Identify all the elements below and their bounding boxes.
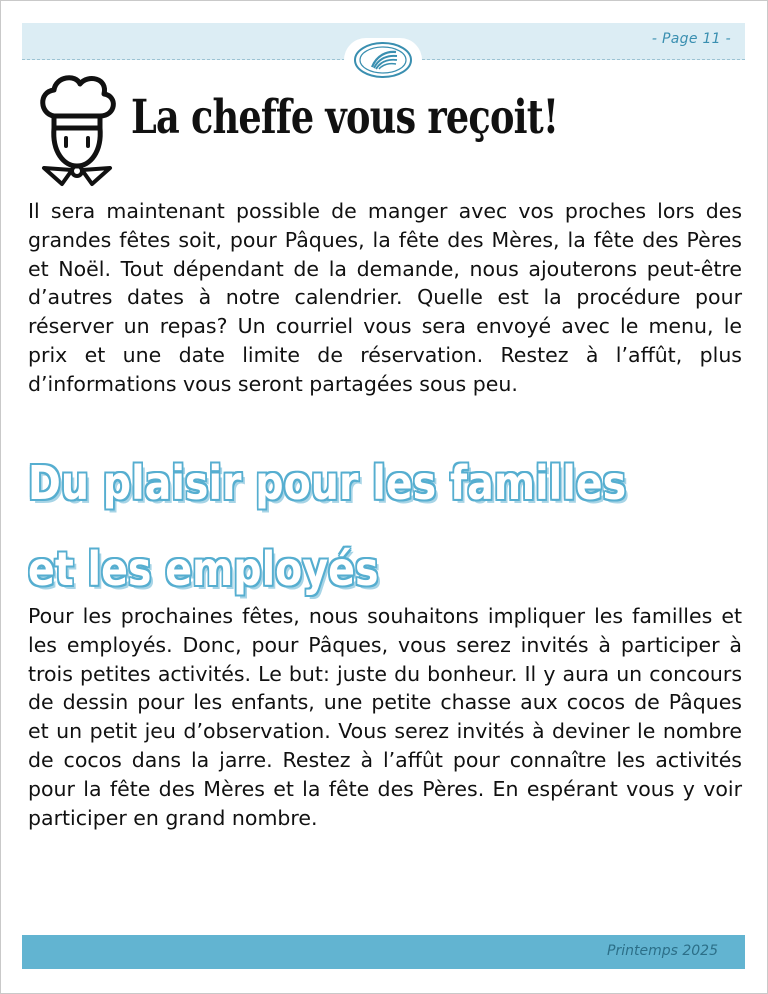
footer-season: Printemps 2025 [607, 943, 718, 959]
section-title-families-line2: et les employés [28, 542, 379, 596]
section-title-chef: La cheffe vous reçoit! [131, 90, 559, 145]
footer-band [22, 935, 745, 969]
section-title-families-line1: Du plaisir pour les familles [28, 456, 627, 510]
chef-hat-icon [36, 72, 118, 188]
section-title-families [28, 440, 664, 612]
section-body-chef: Il sera maintenant possible de manger avec vos proches lors des grandes fêtes soit, pour Pâques, la fête des Mères, la fête des Pères et Noël. Tout dépendant de la demande, nous ajouterons peut-être d’autres dates à notre calendrier. Quelle est la procédure pour réserver un repas? Un courriel vous sera envoyé avec le menu, le prix et une date limite de réservation. Restez à l’affût, plus d’informations vous seront partagées sous peu. [28, 199, 742, 396]
page-number: - Page 11 - [651, 31, 731, 47]
section-body-families: Pour les prochaines fêtes, nous souhaitons impliquer les familles et les employés. Donc, pour Pâques, vous serez invités à participer à trois petites activités. Le but: juste du bonheur. Il y aura un concours de dessin pour les enfants, une petite chasse aux cocos de Pâques et un petit jeu d’observation. Vous serez invités à deviner le nombre de cocos dans la jarre. Restez à l’affût pour connaître les activités pour la fête des Mères et la fête des Pères. En espérant vous y voir participer en grand nombre. [28, 604, 742, 830]
company-logo-icon [344, 38, 422, 82]
